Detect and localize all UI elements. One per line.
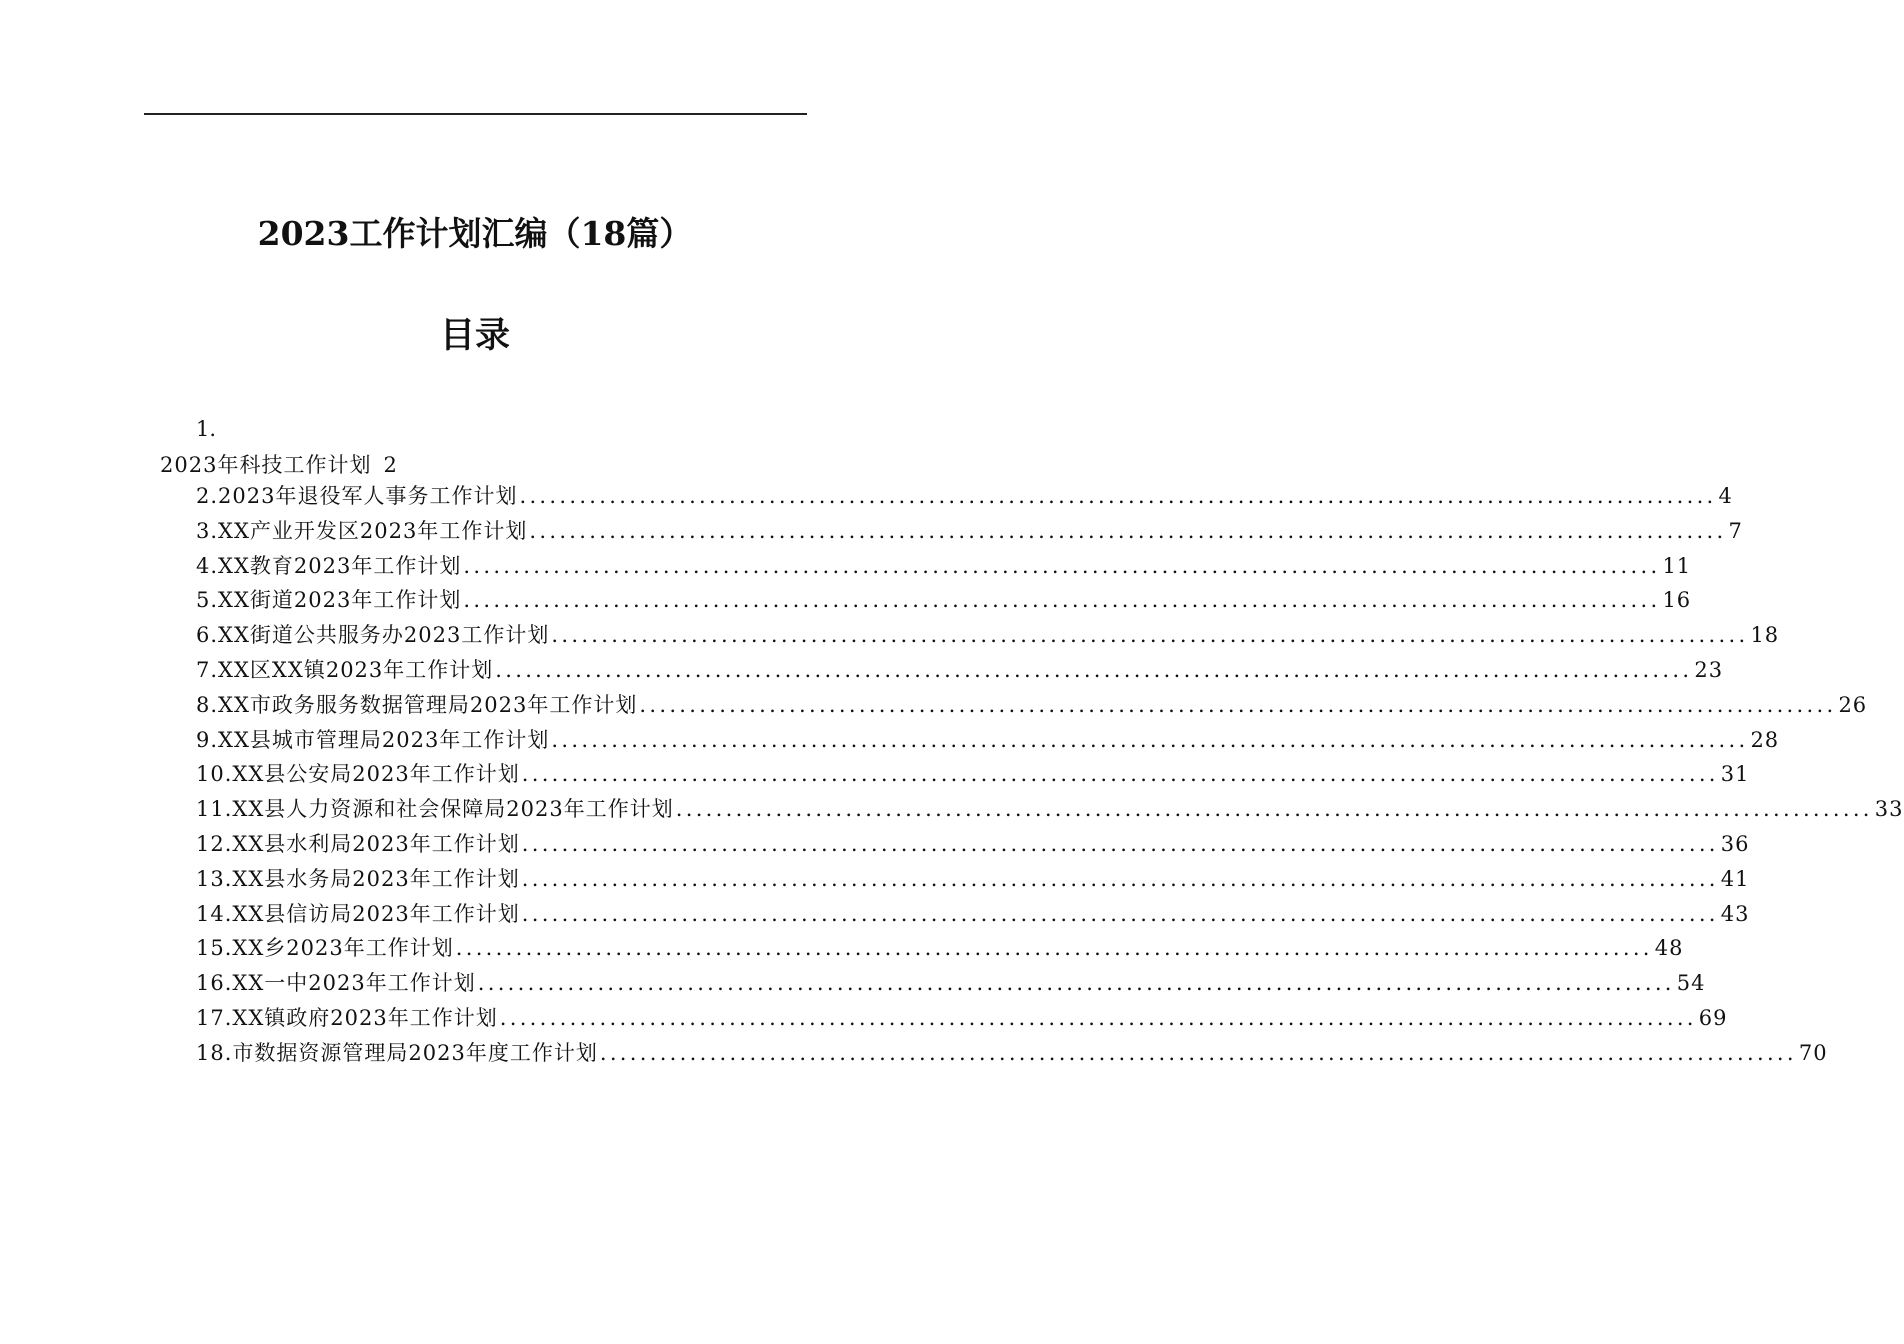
toc-entry-page: 4	[1718, 484, 1733, 508]
toc-entry-page: 18	[1750, 623, 1780, 648]
toc-entry-text: 16.XX一中2023年工作计划	[196, 971, 476, 996]
toc-entry[interactable]	[196, 549, 1692, 584]
toc-entry[interactable]	[196, 1036, 1828, 1071]
toc-entry-text: 10.XX县公安局2023年工作计划	[196, 762, 520, 787]
toc-list	[196, 479, 1904, 1071]
dot-leader: ........................................................................................................................	[521, 901, 1719, 926]
toc-entry-page: 48	[1654, 936, 1684, 961]
toc-entry-page: 28	[1750, 727, 1780, 752]
toc-entry-text: 18.市数据资源管理局2023年度工作计划	[196, 1040, 598, 1065]
toc-entry[interactable]	[196, 897, 1750, 932]
toc-entry-text: 3.XX产业开发区2023年工作计划	[196, 518, 528, 543]
toc-entry[interactable]	[196, 792, 1904, 827]
dot-leader: ........................................................................................................................	[477, 971, 1675, 996]
dot-leader: ........................................................................................................................	[675, 797, 1873, 822]
toc-entry-text: 14.XX县信访局2023年工作计划	[196, 901, 520, 926]
toc-entry-page: 26	[1838, 692, 1868, 717]
dot-leader: ........................................................................................................................	[499, 1005, 1697, 1030]
toc-entry[interactable]	[196, 688, 1868, 723]
dot-leader: ........................................................................................................................	[639, 692, 1837, 717]
dot-leader: ........................................................................................................................	[455, 936, 1653, 961]
toc-entry[interactable]	[196, 827, 1750, 862]
toc-entry[interactable]	[196, 757, 1750, 792]
toc-entry-text: 13.XX县水务局2023年工作计划	[196, 866, 520, 891]
toc-entry-text: 6.XX街道公共服务办2023工作计划	[196, 623, 550, 648]
toc-entry-page: 69	[1698, 1005, 1728, 1030]
header-rule	[144, 113, 807, 115]
dot-leader: ........................................................................................................................	[599, 1040, 1797, 1065]
document-title: 2023工作计划汇编（18篇）	[257, 214, 693, 253]
dot-leader: ........................................................................................................................	[551, 623, 1749, 648]
toc-entry-page: 36	[1720, 831, 1750, 856]
toc-entry-1-text: 2023年科技工作计划	[160, 453, 372, 477]
toc-entry-1-number: 1.	[196, 417, 217, 441]
toc-entry-text: 15.XX乡2023年工作计划	[196, 936, 454, 961]
toc-entry-page: 41	[1720, 866, 1750, 891]
toc-entry[interactable]	[196, 1001, 1728, 1036]
toc-entry-page: 31	[1720, 762, 1750, 787]
toc-entry-text: 7.XX区XX镇2023年工作计划	[196, 657, 494, 682]
toc-entry-page: 11	[1662, 553, 1692, 578]
toc-entry-text: 4.XX教育2023年工作计划	[196, 553, 462, 578]
toc-entry[interactable]	[196, 583, 1692, 618]
dot-leader: ........................................................................................................................	[551, 727, 1749, 752]
dot-leader: ........................................................................................................................	[521, 831, 1719, 856]
toc-entry-text: 9.XX县城市管理局2023年工作计划	[196, 727, 550, 752]
toc-entry-page: 54	[1676, 971, 1706, 996]
toc-entry[interactable]	[196, 966, 1706, 1001]
toc-entry-page: 7	[1728, 518, 1743, 543]
toc-entry-text: 8.XX市政务服务数据管理局2023年工作计划	[196, 692, 638, 717]
toc-entry-page: 33	[1874, 797, 1904, 822]
dot-leader: ........................................................................................................................	[521, 762, 1719, 787]
dot-leader: ........................................................................................................................	[463, 588, 1661, 613]
dot-leader: ........................................................................................................................	[463, 553, 1661, 578]
dot-leader: ........................................................................................................................	[529, 518, 1727, 543]
toc-entry[interactable]	[196, 723, 1780, 758]
toc-entry-text: 5.XX街道2023年工作计划	[196, 588, 462, 613]
dot-leader: ........................................................................................................................	[495, 657, 1693, 682]
toc-entry[interactable]	[196, 862, 1750, 897]
dot-leader: ........................................................................................................................	[521, 866, 1719, 891]
toc-entry-page: 23	[1694, 657, 1724, 682]
toc-entry-1-page: 2	[383, 453, 398, 477]
toc-entry-text: 2.2023年退役军人事务工作计划	[196, 484, 518, 508]
toc-entry-page: 70	[1798, 1040, 1828, 1065]
toc-entry-text: 17.XX镇政府2023年工作计划	[196, 1005, 498, 1030]
toc-entry-page: 43	[1720, 901, 1750, 926]
toc-entry[interactable]	[196, 514, 1743, 549]
toc-entry-text: 12.XX县水利局2023年工作计划	[196, 831, 520, 856]
toc-entry[interactable]	[196, 653, 1724, 688]
toc-entry[interactable]	[196, 931, 1684, 966]
toc-entry-page: 16	[1662, 588, 1692, 613]
toc-heading: 目录	[439, 315, 510, 356]
toc-entry[interactable]	[196, 618, 1780, 653]
toc-entry[interactable]	[196, 479, 1733, 514]
dot-leader: ........................................................................................................................	[519, 484, 1717, 508]
toc-entry-text: 11.XX县人力资源和社会保障局2023年工作计划	[196, 797, 674, 822]
toc-entry-1[interactable]	[160, 448, 398, 482]
